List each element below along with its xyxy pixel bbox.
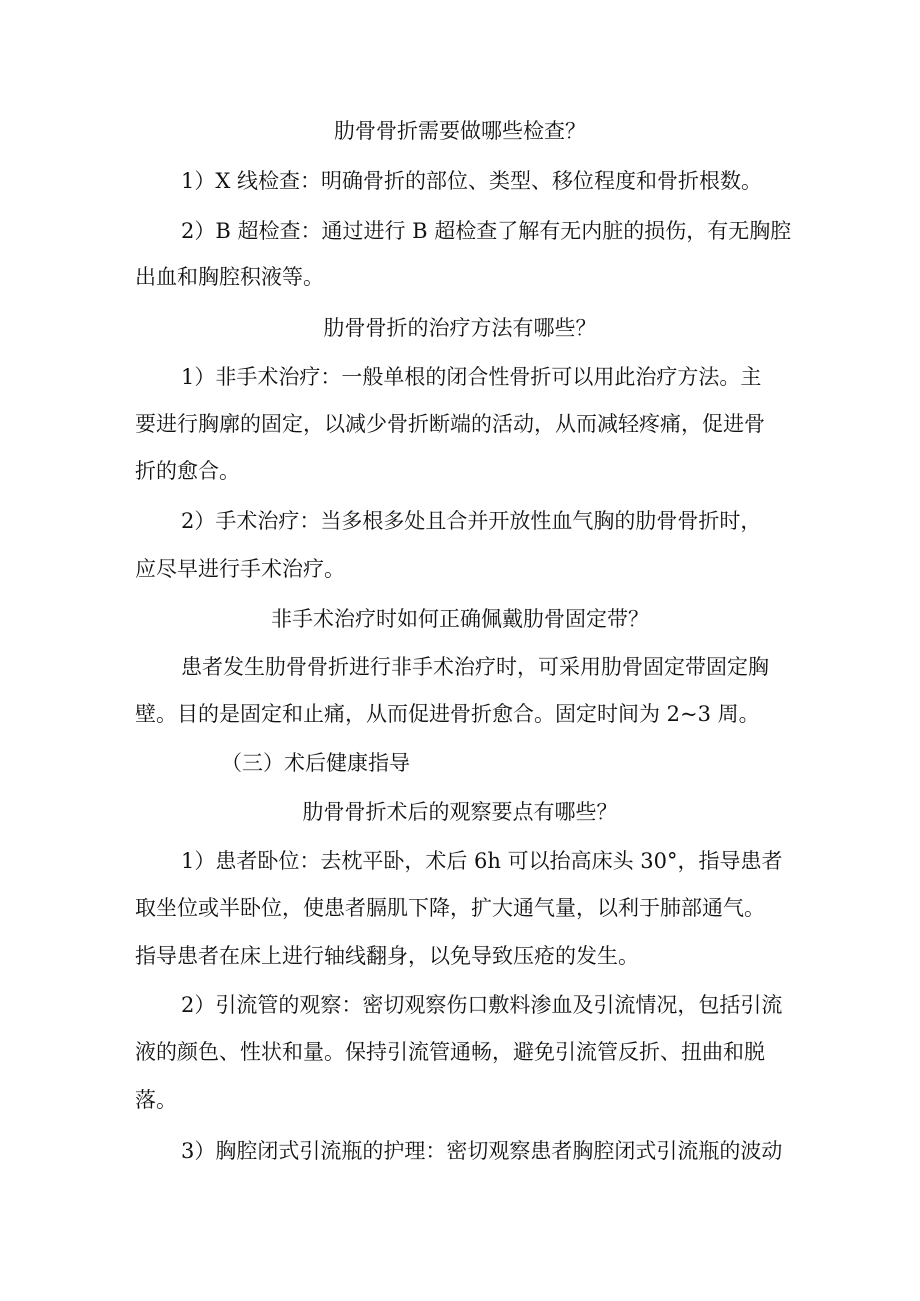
paragraph-line: 出血和胸腔积液等。 bbox=[135, 265, 324, 289]
paragraph-line: 1）患者卧位：去枕平卧，术后 6h 可以抬高床头 30°，指导患者 bbox=[181, 849, 783, 873]
section-heading: （三）术后健康指导 bbox=[221, 751, 410, 775]
heading-rib-belt: 非手术治疗时如何正确佩戴肋骨固定带？ bbox=[271, 607, 649, 631]
paragraph-line: 落。 bbox=[135, 1088, 177, 1112]
paragraph-line: 折的愈合。 bbox=[135, 459, 240, 483]
paragraph-line: 1）X 线检查：明确骨折的部位、类型、移位程度和骨折根数。 bbox=[181, 169, 762, 193]
paragraph-line: 1）非手术治疗：一般单根的闭合性骨折可以用此治疗方法。主 bbox=[181, 365, 762, 389]
heading-treatment: 肋骨骨折的治疗方法有哪些？ bbox=[323, 316, 597, 340]
heading-observation: 肋骨骨折术后的观察要点有哪些？ bbox=[302, 800, 618, 824]
paragraph-line: 患者发生肋骨骨折进行非手术治疗时，可采用肋骨固定带固定胸 bbox=[181, 655, 769, 679]
paragraph-line: 壁。目的是固定和止痛，从而促进骨折愈合。固定时间为 2~3 周。 bbox=[135, 702, 760, 726]
paragraph-line: 2）引流管的观察：密切观察伤口敷料渗血及引流情况，包括引流 bbox=[181, 993, 783, 1017]
paragraph-line: 要进行胸廓的固定，以减少骨折断端的活动，从而减轻疼痛，促进骨 bbox=[135, 412, 765, 436]
heading-examinations: 肋骨骨折需要做哪些检查？ bbox=[334, 119, 586, 143]
paragraph-line: 指导患者在床上进行轴线翻身，以免导致压疮的发生。 bbox=[135, 944, 639, 968]
paragraph-line: 取坐位或半卧位，使患者膈肌下降，扩大通气量，以利于肺部通气。 bbox=[135, 896, 765, 920]
paragraph-line: 应尽早进行手术治疗。 bbox=[135, 557, 345, 581]
paragraph-line: 2）B 超检查：通过进行 B 超检查了解有无内脏的损伤，有无胸腔 bbox=[181, 219, 792, 243]
paragraph-line: 3）胸腔闭式引流瓶的护理：密切观察患者胸腔闭式引流瓶的波动 bbox=[181, 1139, 783, 1163]
paragraph-line: 液的颜色、性状和量。保持引流管通畅，避免引流管反折、扭曲和脱 bbox=[135, 1040, 765, 1064]
paragraph-line: 2）手术治疗：当多根多处且合并开放性血气胸的肋骨骨折时， bbox=[181, 509, 762, 533]
